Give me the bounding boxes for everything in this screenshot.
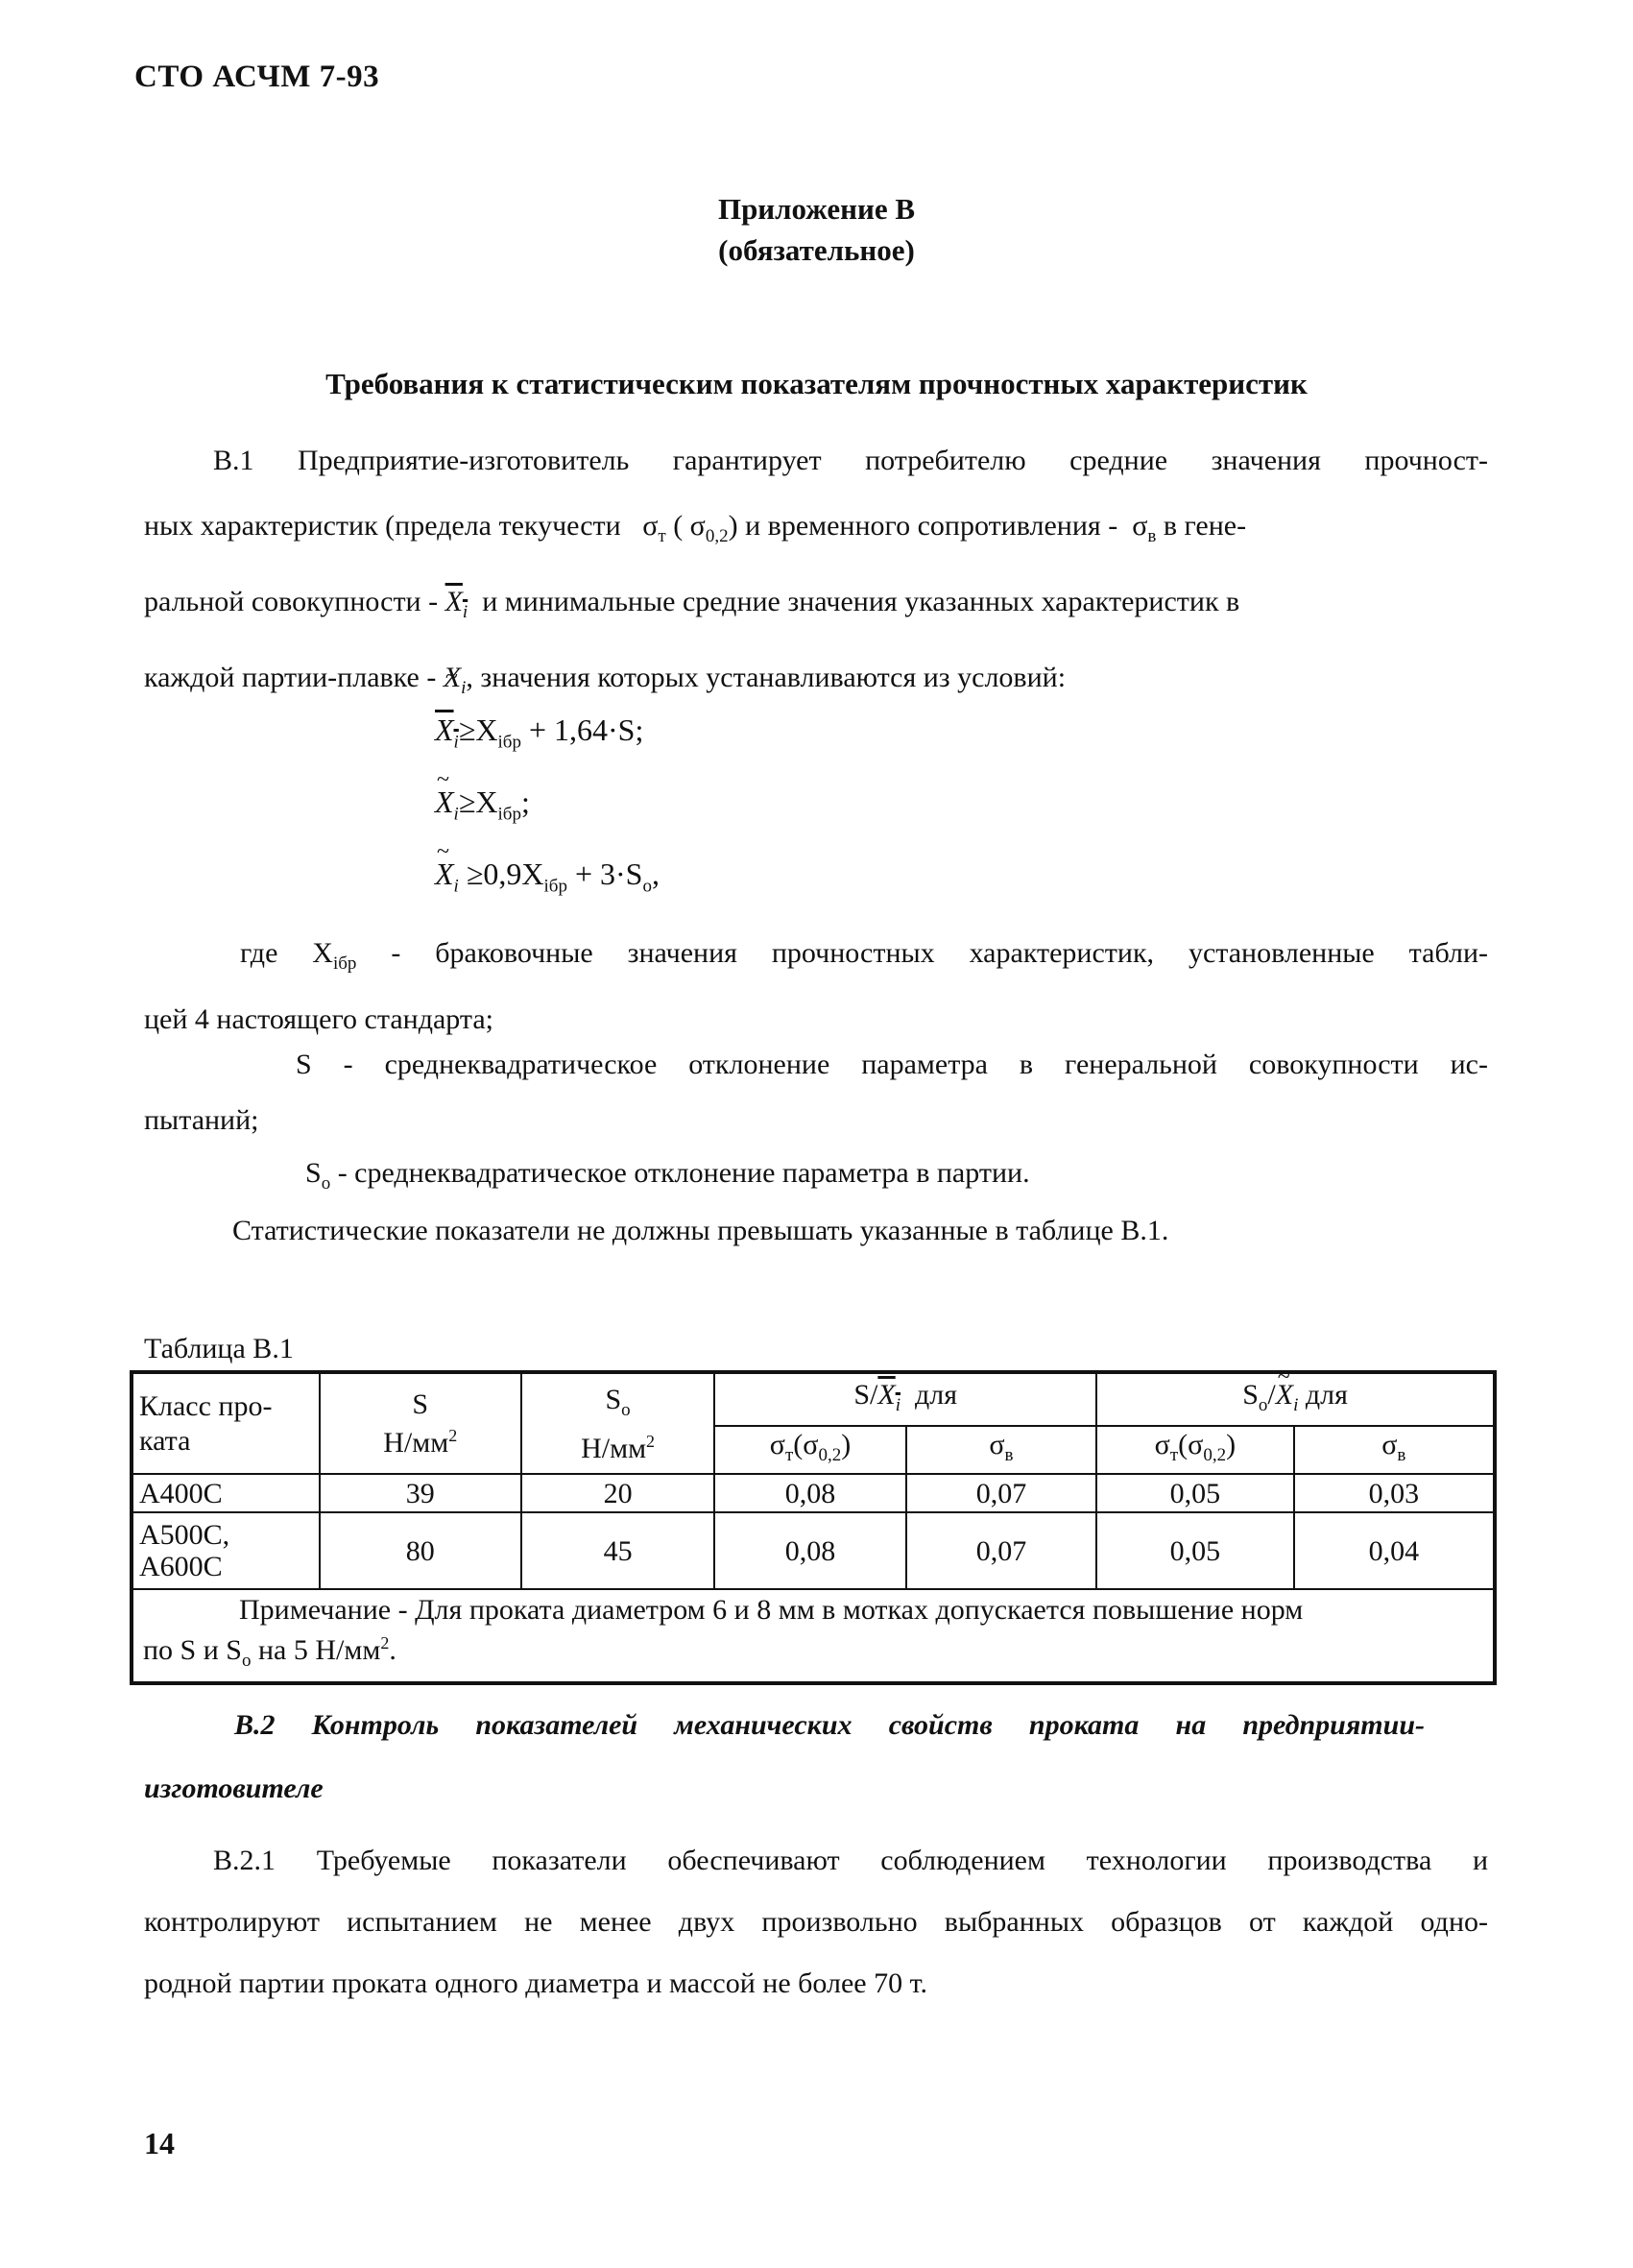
b1-line-3: ральной совокупности - $X_i$ и минимальные средние значения указанных характеристик в (144, 586, 1240, 622)
section-b2-title-line-1: В.2 Контроль показателей механических свойств проката на предприятии- (234, 1709, 1425, 1741)
formula-3: ~ $X_i \ge 0,9X_{iбр} + 3\cdot S_o$, (435, 857, 660, 897)
s-line-1: S - среднеквадратическое отклонение параметра в генеральной совокупности ис- (296, 1049, 1488, 1080)
cell-class: А400С (132, 1474, 320, 1512)
cell-value: 0,05 (1096, 1512, 1294, 1589)
section-b2-title-line-2: изготовителе (144, 1773, 324, 1804)
cell-value: 0,07 (906, 1474, 1096, 1512)
table-row (132, 1512, 1495, 1589)
th-class: Класс про-ката (132, 1372, 320, 1474)
th-ratio-s: $S/X_i$ для (714, 1372, 1096, 1426)
cell-class: А500С, А600С (132, 1512, 320, 1589)
cell-value: 0,07 (906, 1512, 1096, 1589)
where-line-2: цей 4 настоящего стандарта; (144, 1003, 493, 1035)
cell-so: 20 (521, 1474, 714, 1512)
th-sigma-t-2: $\sigma_т(\sigma_{0,2})$ (1096, 1426, 1294, 1474)
appendix-title: Приложение В (717, 192, 916, 226)
appendix-status: (обязательное) (718, 233, 915, 267)
stat-note: Статистические показатели не должны превышать указанные в таблице В.1. (232, 1215, 1169, 1246)
formula-1: $X_i\ge X_{iбр} + 1,64\cdot S$; (435, 712, 644, 753)
where-line-1: где $X_{iбр}$ - браковочные значения прочностных характеристик, установленные табли- (240, 937, 1488, 974)
b21-line-2: контролируют испытанием не менее двух произвольно выбранных образцов от каждой одно- (144, 1906, 1488, 1938)
th-sigma-t-1: $\sigma_т(\sigma_{0,2})$ (714, 1426, 906, 1474)
th-ratio-so: $S_o/\sim$ $X_i$ для (1096, 1372, 1495, 1426)
b1-line-4: каждой партии-плавке - ~ $X_i$, значения которых устанавливаются из условий: (144, 645, 1488, 721)
s-line-2: пытаний; (144, 1104, 259, 1136)
s-definition (144, 1037, 1488, 1148)
cell-value: 0,03 (1294, 1474, 1495, 1512)
where-block (144, 926, 1488, 1048)
th-s: S $Н/мм^2$ (320, 1372, 521, 1474)
table-b1 (130, 1370, 1497, 1685)
table-note: Примечание - Для проката диаметром 6 и 8 мм в мотках допускается повышение норм по S и $S_o$ на 5 $Н/мм^2$. (132, 1589, 1495, 1683)
b1-line-1: В.1 Предприятие-изготовитель гарантирует потребителю средние значения прочност- (213, 445, 1488, 476)
cell-s: 80 (320, 1512, 521, 1589)
paragraph-b1 (144, 428, 1488, 721)
cell-s: 39 (320, 1474, 521, 1512)
so-definition: $S_o$ - среднеквадратическое отклонение параметра в партии. (305, 1157, 1030, 1194)
th-sigma-v-1: $\sigma_в$ (906, 1426, 1096, 1474)
formula-2: ~ $X_i\ge X_{iбр}$; (435, 784, 530, 825)
th-sigma-v-2: $\sigma_в$ (1294, 1426, 1495, 1474)
cell-so: 45 (521, 1512, 714, 1589)
page-number: 14 (144, 2126, 175, 2160)
b21-line-1: В.2.1 Требуемые показатели обеспечивают соблюдением технологии производства и (213, 1845, 1488, 1876)
document-code: СТО АСЧМ 7-93 (134, 60, 380, 94)
cell-value: 0,05 (1096, 1474, 1294, 1512)
cell-value: 0,08 (714, 1512, 906, 1589)
cell-value: 0,08 (714, 1474, 906, 1512)
section-title: Требования к статистическим показателям прочностных характеристик (325, 367, 1308, 400)
table-note-row (132, 1589, 1495, 1683)
cell-value: 0,04 (1294, 1512, 1495, 1589)
table-row (132, 1474, 1495, 1512)
b1-line-2: ных характеристик (предела текучести $\sigma_т$ ( $\sigma_{0,2}$) и временного сопротивления - $\sigma_в$ в гене- (144, 510, 1247, 546)
table-caption: Таблица В.1 (144, 1333, 294, 1364)
b21-line-3: родной партии проката одного диаметра и массой не более 70 т. (144, 1967, 927, 1999)
paragraph-b21 (144, 1830, 1488, 2015)
th-so: $S_o$ $Н/мм^2$ (521, 1372, 714, 1474)
